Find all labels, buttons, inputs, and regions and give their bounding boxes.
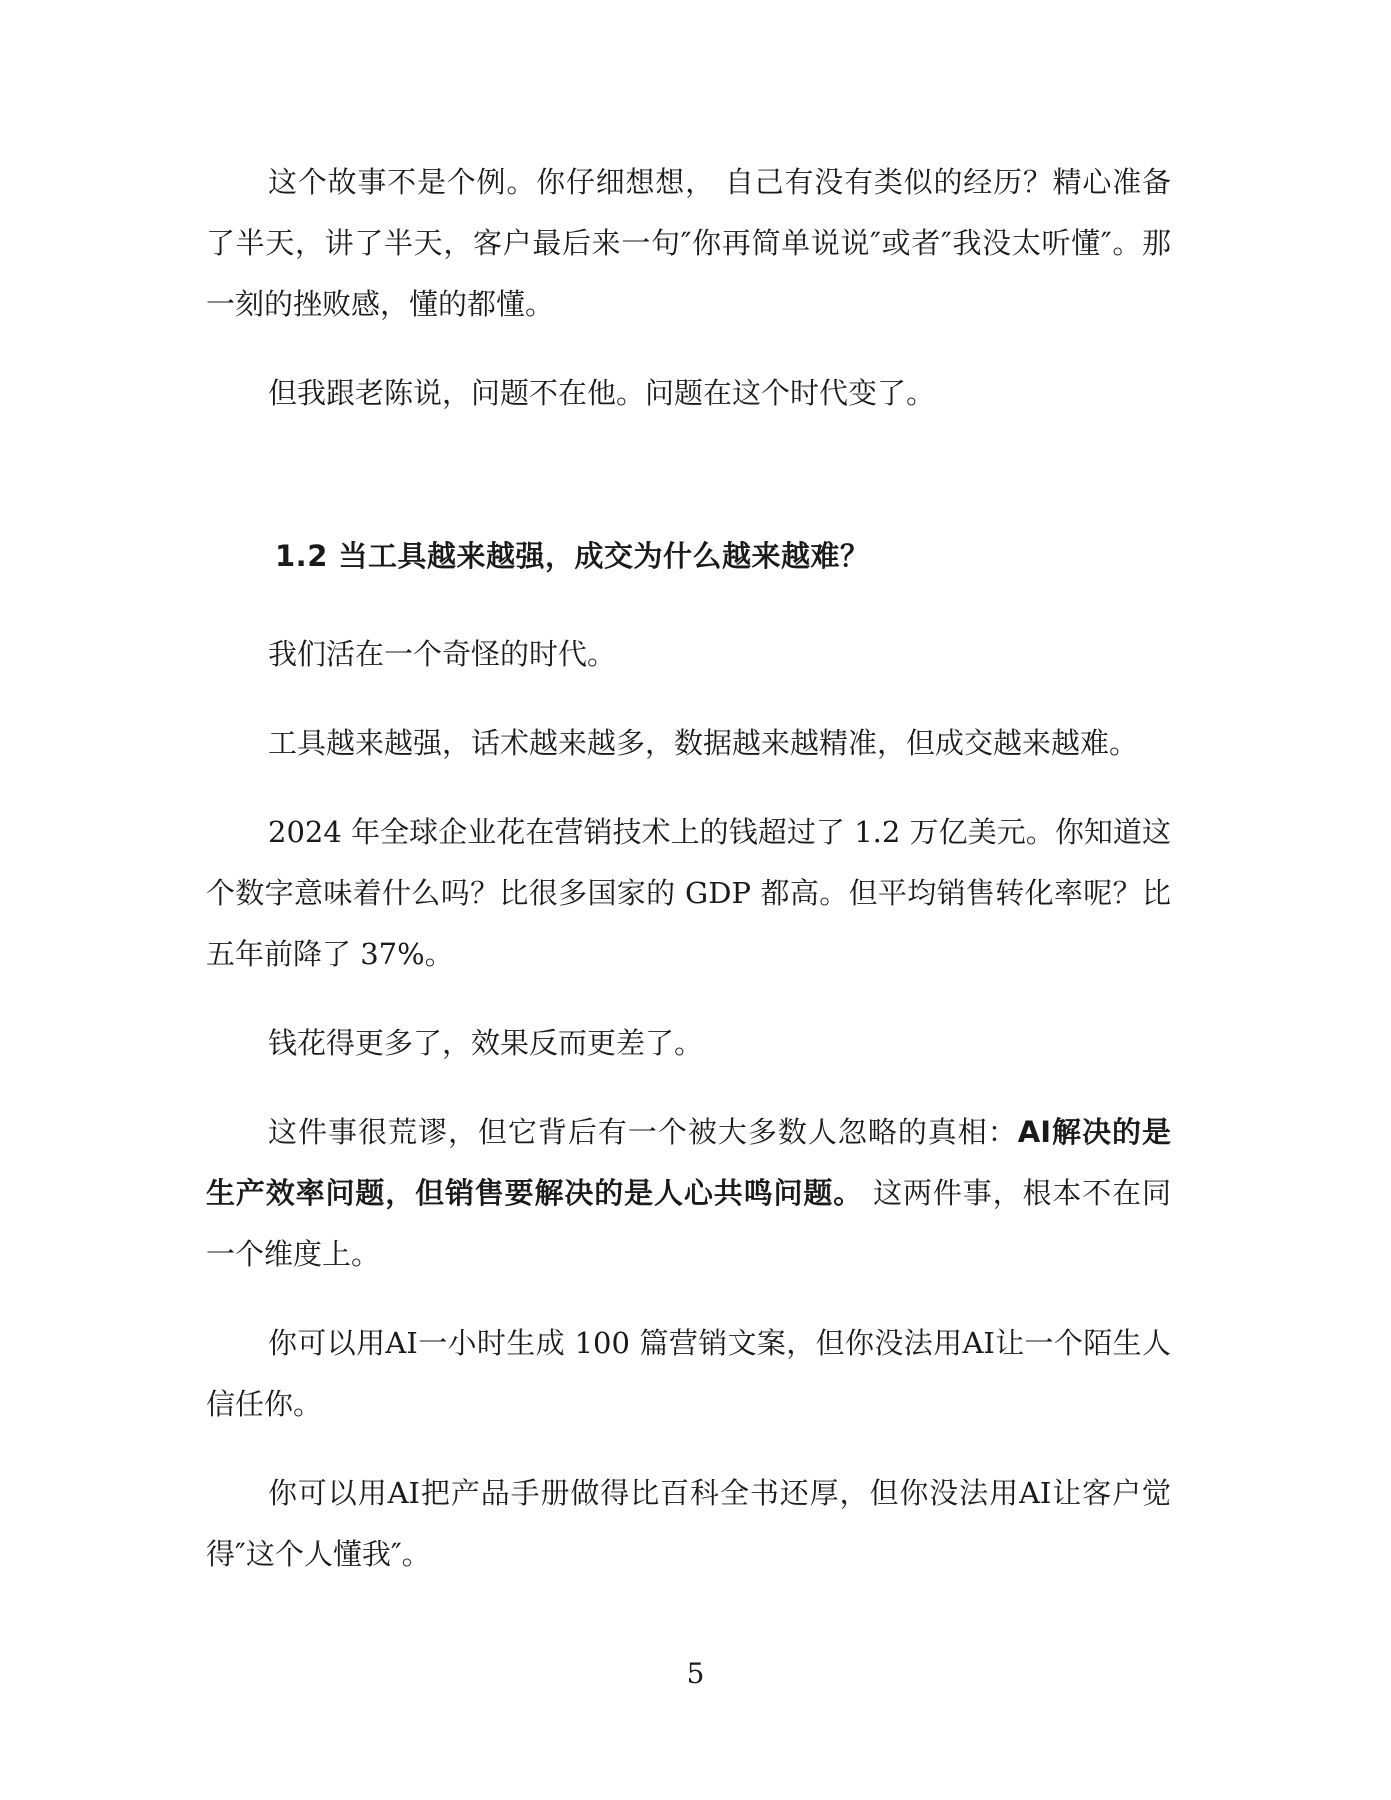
paragraph: 但我跟老陈说，问题不在他。问题在这个时代变了。 (268, 376, 936, 410)
paragraph-lead-text: 这件事很荒谬，但它背后有一个被大多数人忽略的真相： (268, 1115, 1018, 1149)
paragraph: 2024 年全球企业花在营销技术上的钱超过了 1.2 万亿美元。你知道这个数字意味着什么吗？比很多国家的 GDP 都高。但平均销售转化率呢？比五年前降了 37%。 (206, 815, 1171, 971)
paragraph: 这个故事不是个例。你仔细想想， 自己有没有类似的经历？精心准备了半天，讲了半天，客户最后来一句″你再简单说说″或者″我没太听懂″。那一刻的挫败感，懂的都懂。 (206, 165, 1171, 321)
paragraph-with-emphasis (206, 1102, 1171, 1285)
body-text-section-1 (206, 152, 1171, 452)
page-number: 5 (686, 1657, 705, 1690)
emphasis-text: AI解决的是生产效率问题，但销售要解决的是人心共鸣问题。 (206, 1115, 1171, 1210)
paragraph: 工具越来越强，话术越来越多，数据越来越精准，但成交越来越难。 (268, 726, 1139, 760)
paragraph: 你可以用AI把产品手册做得比百科全书还厚，但你没法用AI让客户觉得″这个人懂我″。 (206, 1476, 1171, 1571)
section-heading: 1.2 当工具越来越强，成交为什么越来越难？ (275, 539, 870, 573)
body-text-section-2 (206, 624, 1171, 1613)
paragraph: 你可以用AI一小时生成 100 篇营销文案，但你没法用AI让一个陌生人信任你。 (206, 1326, 1171, 1421)
paragraph-tail-text: 这两件事，根本不在同一个维度上。 (206, 1176, 1171, 1271)
paragraph: 我们活在一个奇怪的时代。 (268, 637, 617, 671)
paragraph: 钱花得更多了，效果反而更差了。 (268, 1026, 704, 1060)
